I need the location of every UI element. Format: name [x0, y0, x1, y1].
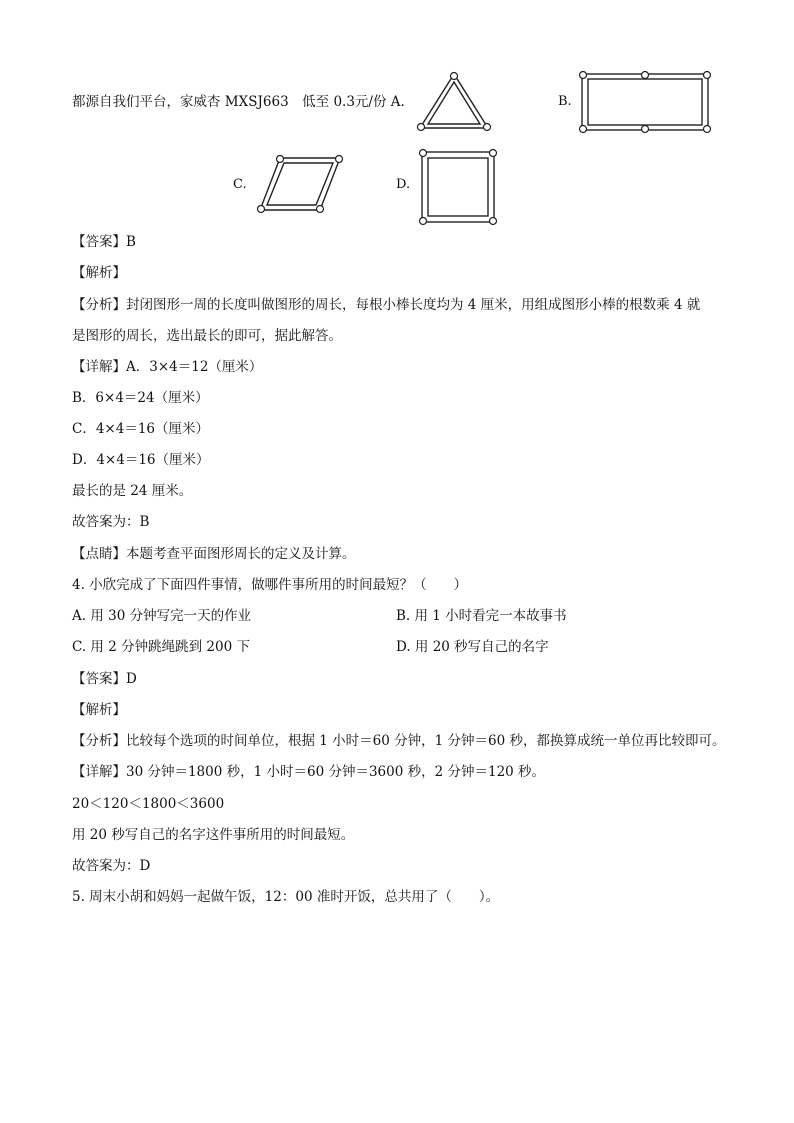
- q4-option-d: D. 用 20 秒写自己的名字: [396, 639, 549, 655]
- q4-question: 4. 小欣完成了下面四件事情，做哪件事所用的时间最短？（ ）: [72, 577, 468, 593]
- q3-detail-c: C．4×4＝16（厘米）: [72, 421, 209, 437]
- figure-d-label: D.: [396, 177, 411, 192]
- q3-detail-b: B．6×4＝24（厘米）: [72, 390, 209, 406]
- q4-detail: 【详解】30 分钟＝1800 秒，1 小时＝60 分钟＝3600 秒，2 分钟＝120 秒。: [72, 764, 546, 780]
- q3-longest: 最长的是 24 厘米。: [72, 483, 193, 499]
- figure-c-parallelogram: [254, 152, 348, 218]
- q3-analysis-line-1: 【分析】封闭图形一周的长度叫做图形的周长，每根小棒长度均为 4 厘米，用组成图形小棒的根数乘 4 就: [72, 297, 701, 313]
- q3-analysis-title: 【解析】: [72, 265, 126, 281]
- q4-option-c: C. 用 2 分钟跳绳跳到 200 下: [72, 639, 250, 655]
- figure-d-square: [418, 148, 498, 226]
- q4-analysis: 【分析】比较每个选项的时间单位，根据 1 小时＝60 分钟，1 分钟＝60 秒，都换算成统一单位再比较即可。: [72, 733, 726, 749]
- figure-b-rectangle: [578, 70, 712, 134]
- header-line: 都源自我们平台，家威杏 MXSJ663 低至 0.3元/份 A.: [72, 94, 405, 110]
- figure-b-label: B.: [558, 94, 572, 109]
- figure-c-label: C.: [233, 177, 247, 192]
- figure-a-triangle: [414, 70, 494, 134]
- q5-question: 5. 周末小胡和妈妈一起做午饭，12：00 准时开饭，总共用了（ ）。: [72, 889, 500, 905]
- q3-conclusion: 故答案为：B: [72, 514, 150, 530]
- q4-analysis-title: 【解析】: [72, 702, 126, 718]
- q3-comment: 【点睛】本题考查平面图形周长的定义及计算。: [72, 546, 356, 562]
- q3-detail-d: D．4×4＝16（厘米）: [72, 452, 210, 468]
- q4-option-a: A. 用 30 分钟写完一天的作业: [72, 608, 252, 624]
- q4-option-b: B. 用 1 小时看完一本故事书: [396, 608, 567, 624]
- q3-analysis-line-2: 是图形的周长，选出最长的即可，据此解答。: [72, 328, 342, 344]
- q4-compare: 20＜120＜1800＜3600: [72, 796, 225, 812]
- q3-detail-a: 【详解】A．3×4＝12（厘米）: [72, 359, 263, 375]
- q4-result: 用 20 秒写自己的名字这件事所用的时间最短。: [72, 827, 355, 843]
- q4-conclusion: 故答案为：D: [72, 858, 151, 874]
- q4-answer: 【答案】D: [72, 671, 137, 687]
- q3-answer: 【答案】B: [72, 234, 136, 250]
